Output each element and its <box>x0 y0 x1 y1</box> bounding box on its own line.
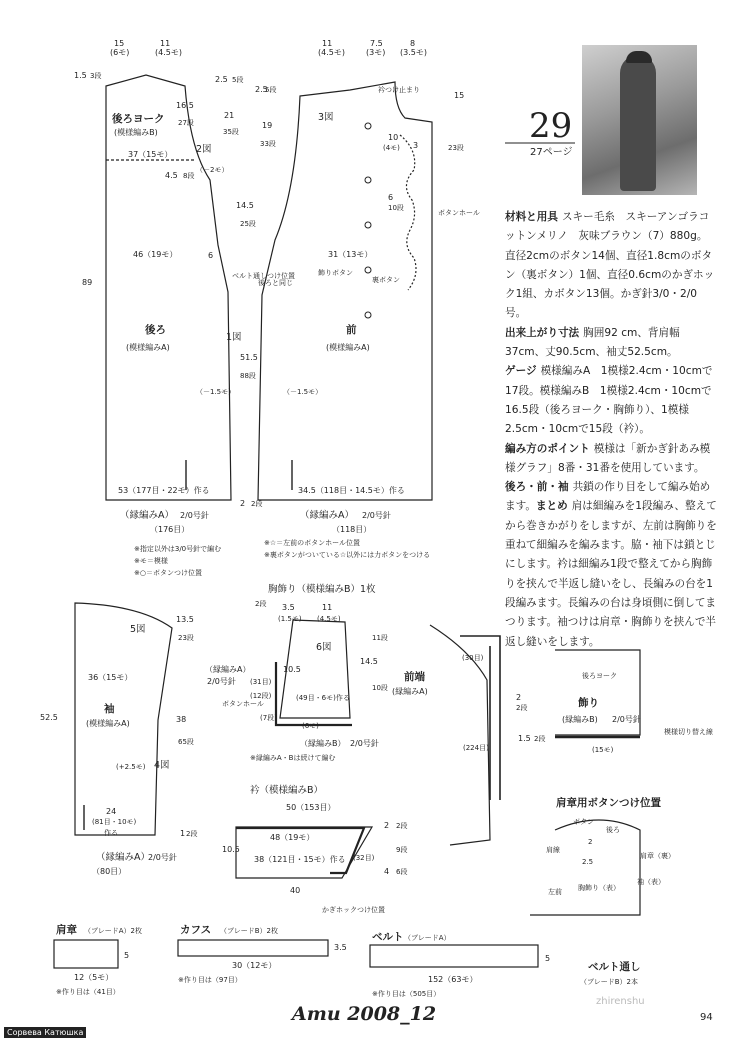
cuff-rect <box>178 940 328 956</box>
front-h15: 15 <box>454 91 465 100</box>
back-yoke-sub: (模様編みB) <box>114 128 158 137</box>
cuff-w: 30（12モ） <box>232 961 277 970</box>
sleeve-plus25: (+2.5モ) <box>116 763 146 771</box>
front-title: 前 <box>346 324 357 336</box>
front-stitch118: （118目） <box>332 525 372 534</box>
ep-pos-shoulder: 肩線 <box>546 846 560 854</box>
front-h31: 31（13モ） <box>328 250 373 259</box>
sleeve-h135: 13.5 <box>176 615 194 624</box>
back-h15: 1.5 <box>74 71 87 80</box>
deco-title-sub: (縁編みB) <box>562 715 598 724</box>
sleeve-stitch80: （80目） <box>92 867 127 876</box>
chest-h105: 10.5 <box>283 665 301 674</box>
back-w1: 15 <box>114 39 125 48</box>
collar-w48: 48（19モ） <box>270 833 315 842</box>
front-needle: 2/0号針 <box>362 511 391 520</box>
mid-h145: 14.5 <box>236 201 254 210</box>
front-title-sub: (模様編みA) <box>326 343 370 352</box>
deco-needle: 2/0号針 <box>612 715 641 724</box>
body-head: 後ろ・前・袖 <box>505 481 569 494</box>
fig5-label: 5図 <box>130 624 146 635</box>
fig4-label: 4図 <box>154 760 170 771</box>
chest-c7: (7段) <box>260 714 277 722</box>
back-stitch176: （176目） <box>150 525 190 534</box>
cuff-note: ※作り目は（97目） <box>178 976 242 984</box>
size-body: 胸囲92 cm、背肩幅37cm、丈90.5cm、袖丈52.5cm。 <box>505 326 680 359</box>
front-w1: 11 <box>322 39 333 48</box>
epaulette-rect <box>54 940 118 968</box>
chest-needle-b: 2/0号針 <box>350 739 379 748</box>
fig6-label: 6図 <box>316 642 332 653</box>
mid-same: 後ろと同じ <box>258 279 293 287</box>
chest-s2: 2段 <box>255 600 267 608</box>
model-hat <box>626 51 652 63</box>
mid-s5: 5段 <box>232 76 244 84</box>
fig1-label: 1図 <box>226 332 242 343</box>
ep-pos-left: 左前 <box>548 888 562 896</box>
mid-s35: 35段 <box>223 128 239 136</box>
deco-yoke: 後ろヨーク <box>582 672 617 680</box>
back-h45: 4.5 <box>165 171 178 180</box>
collar-h2: 2 <box>384 821 390 830</box>
front-deco: 飾りボタン <box>318 269 353 277</box>
epaulette-detail-outline <box>530 820 640 915</box>
note-5: ※裏ボタンがついている☆以外には力ボタンをつける <box>264 551 431 559</box>
back-bottom: 53（177目・22モ）作る <box>118 486 210 495</box>
chest-h145: 14.5 <box>360 657 378 666</box>
materials-body: スキー毛糸 スキーアンゴラコットンメリノ 灰味ブラウン（7）880g。直径2cmのボタン14個、直径1.8cmのボタン（裏ボタン）1個、直径0.6cmのかぎホック1組、カボタン13個。かぎ針3/0・2/0号。 <box>505 211 715 320</box>
chest-w35: 3.5 <box>282 603 295 612</box>
sleeve-h38: 38 <box>176 715 187 724</box>
back-w37: 37（15モ） <box>128 150 173 159</box>
back-w2: 11 <box>160 39 171 48</box>
deco-s2: 2段 <box>534 735 546 743</box>
chest-w35-sub: (1.5モ) <box>278 615 302 623</box>
front-hole: ボタンホール <box>438 209 480 217</box>
ep-pos-title: 肩章用ボタンつけ位置 <box>556 797 661 809</box>
mid-h21: 21 <box>224 111 235 120</box>
front-h10: 10 <box>388 133 399 142</box>
collar-h105: 10.5 <box>222 845 240 854</box>
back-outline <box>106 75 231 500</box>
chest-needle: 2/0号針 <box>207 677 236 686</box>
sleeve-title: 袖 <box>104 703 115 715</box>
cuff-sub: （ブレードB）2枚 <box>220 927 278 935</box>
note-1: ※指定以外は3/0号針で編む <box>134 545 222 553</box>
back-h89: 89 <box>82 278 93 287</box>
front-edge-c224: (224目) <box>463 744 489 752</box>
front-edge-title: 前端 <box>404 671 425 683</box>
sleeve-edge: （縁編みA） <box>96 852 150 863</box>
front-edge-s2: 2段 <box>516 704 528 712</box>
back-title: 後ろ <box>145 324 166 336</box>
loop-title: ベルト通し <box>588 961 641 973</box>
back-minus2: （－2モ） <box>196 166 229 174</box>
back-h6: 6 <box>208 251 214 260</box>
sleeve-s65: 65段 <box>178 738 194 746</box>
ep-note: ※作り目は（41目） <box>56 988 120 996</box>
cuff-title: カフス <box>180 924 212 936</box>
body-body: 共鎖の作り目をして編み始めます。 <box>505 481 711 513</box>
mid-h515: 51.5 <box>240 353 258 362</box>
page-number: 94 <box>700 1012 713 1023</box>
collar-title: 衿（模様編みB） <box>250 785 324 796</box>
ep-pos-sleeve: 袖（表） <box>637 878 665 886</box>
sleeve-row: (81目・10モ) <box>92 818 137 826</box>
ep-pos-back: 後ろ <box>606 826 620 834</box>
mid-s25: 25段 <box>240 220 256 228</box>
belt-w: 152（63モ） <box>428 975 478 984</box>
belt-sub: （ブレードA） <box>404 934 451 942</box>
sleeve-needle: 2/0号針 <box>148 853 177 862</box>
chest-c6: (6モ) <box>302 722 319 730</box>
front-bottom: 34.5（118目・14.5モ）作る <box>298 486 405 495</box>
loop-sub: （ブレードB）2本 <box>580 978 638 986</box>
sleeve-h1: 1 <box>180 829 186 838</box>
back-needle: 2/0号針 <box>180 511 209 520</box>
points-body: 模様は「新かぎ針あみ模様グラフ」8番・31番を使用しています。 <box>505 442 711 474</box>
deco-h15: 1.5 <box>518 734 531 743</box>
chest-w11: 11 <box>322 603 333 612</box>
mid-s5b: 5段 <box>265 86 277 94</box>
front-s23: 23段 <box>448 144 464 152</box>
size-head: 出来上がり寸法 <box>505 326 580 339</box>
chest-c12: (12段) <box>250 692 272 700</box>
front-buttonhole-edge <box>400 135 419 290</box>
mid-s33: 33段 <box>260 140 276 148</box>
collar-w40: 40 <box>290 886 301 895</box>
chest-c31: (31目) <box>250 678 272 686</box>
front-h3: 3 <box>413 141 419 150</box>
belt-title: ベルト <box>372 931 404 943</box>
ep-sub: （ブレードA）2枚 <box>84 927 142 935</box>
ep-pos-ep: 肩章（裏） <box>640 852 675 860</box>
front-w1-sub: (4.5モ) <box>318 48 345 57</box>
front-h6: 6 <box>388 193 394 202</box>
chest-title: 胸飾り（模様編みB）1枚 <box>268 584 376 595</box>
mid-s88: 88段 <box>240 372 256 380</box>
ep-w: 12（5モ） <box>74 973 114 982</box>
points-head: 編み方のポイント <box>505 442 590 455</box>
back-minus15: （－1.5モ） <box>196 388 236 396</box>
coat-photo <box>582 45 697 195</box>
front-w2: 7.5 <box>370 39 383 48</box>
front-w2-sub: (3モ) <box>366 48 386 57</box>
collar-s6: 6段 <box>396 868 408 876</box>
finish-body: 肩は細編みを1段編み、整えてから巻きかがりをしますが、左前は胸飾りを重ねて細編みを編みます。脇・袖下は鎖とじにします。衿は細編み1段で整えてから胸飾りを挟んで半返し縫いをし、長編みの台を1段編みます。長編みの台は身頃側に倒してまつります。袖つけは肩章・胸飾りを挟んで半返し縫いをします。 <box>505 500 717 648</box>
mid-h19: 19 <box>262 121 273 130</box>
materials-head: 材料と用具 <box>505 211 558 223</box>
chest-edge: （縁編みA） <box>205 665 251 674</box>
front-edge-c30: (30目) <box>462 654 484 662</box>
page-ref: 27ページ <box>530 147 573 158</box>
watermark: zhirenshu <box>596 996 645 1007</box>
ep-pos-btn: ボタン <box>573 818 594 826</box>
sleeve-h525: 52.5 <box>40 713 58 722</box>
mid-belt: ベルト通しつけ位置 <box>232 272 295 280</box>
front-back-btn: 裏ボタン <box>372 276 400 284</box>
front-edge: （縁編みA） <box>300 510 354 521</box>
magazine-title: Amu 2008_12 <box>292 1003 437 1025</box>
collar-w38: 38（121目・15モ）作る <box>254 855 346 864</box>
front-minus15: （－1.5モ） <box>283 388 323 396</box>
sleeve-make: 作る <box>104 829 118 837</box>
chest-edge-b: （縁編みB） <box>300 739 346 748</box>
ep-title: 肩章 <box>56 924 77 936</box>
deco-c15: (15モ) <box>592 746 614 754</box>
front-w3-sub: (3.5モ) <box>400 48 427 57</box>
back-title-sub: (模様編みA) <box>126 343 170 352</box>
front-edge-h2: 2 <box>516 693 522 702</box>
collar-hook: かぎホックつけ位置 <box>322 906 385 914</box>
ep-pos-d25: 2.5 <box>582 858 594 866</box>
collar-w50: 50（153目） <box>286 803 336 812</box>
chest-w11-sub: (4.5モ) <box>317 615 341 623</box>
deco-title: 飾り <box>578 697 599 709</box>
belt-rect <box>370 945 538 967</box>
chest-row: (49目・6モ)作る <box>296 694 350 702</box>
ep-pos-d2: 2 <box>588 838 593 846</box>
front-s10: 10段 <box>388 204 404 212</box>
back-s2: 2段 <box>251 500 263 508</box>
cuff-h: 3.5 <box>334 943 347 952</box>
fig2-label: 2図 <box>196 144 212 155</box>
sleeve-s2: 2段 <box>186 830 198 838</box>
sleeve-s23: 23段 <box>178 634 194 642</box>
credit: Сорвева Катюшка <box>4 1027 86 1038</box>
back-w46: 46（19モ） <box>133 250 178 259</box>
chest-s11: 11段 <box>372 634 388 642</box>
back-s8: 8段 <box>183 172 195 180</box>
front-w3: 8 <box>410 39 416 48</box>
back-w1-sub: (6モ) <box>110 48 130 57</box>
note-4: ※☆＝左前のボタンホール位置 <box>264 539 361 547</box>
ep-h: 5 <box>124 951 130 960</box>
instructions <box>505 208 717 652</box>
back-edge: （縁編みA） <box>120 510 174 521</box>
gauge-head: ゲージ <box>505 365 537 378</box>
collar-s2: 2段 <box>396 822 408 830</box>
back-w2-sub: (4.5モ) <box>155 48 182 57</box>
deco-cut: 模様切り替え線 <box>664 728 713 736</box>
back-h165: 16.5 <box>176 101 194 110</box>
model-figure <box>620 55 656 191</box>
note-2: ※モ＝模様 <box>134 557 168 565</box>
finish-head: まとめ <box>535 500 568 513</box>
collar-h4: 4 <box>384 867 390 876</box>
back-s3: 3段 <box>90 72 102 80</box>
front-edge-sub: (縁編みA) <box>392 687 428 696</box>
mid-h25: 2.5 <box>215 75 228 84</box>
belt-h: 5 <box>545 954 551 963</box>
mid-h25b: 2.5 <box>255 85 268 94</box>
fig3-label: 3図 <box>318 112 334 123</box>
chest-s10: 10段 <box>372 684 388 692</box>
front-outline <box>258 82 432 500</box>
front-collar-pos: 衿つけ止まり <box>378 86 420 94</box>
belt-note: ※作り目は（505目） <box>372 990 441 998</box>
sleeve-w36: 36（15モ） <box>88 673 133 682</box>
collar-s9: 9段 <box>396 846 408 854</box>
sleeve-title-sub: (模様編みA) <box>86 719 130 728</box>
note-3: ※○＝ボタンつけ位置 <box>134 569 202 577</box>
chest-hole: ボタンホール <box>222 700 264 708</box>
chest-note: ※縁編みA・Bは続けて編む <box>250 754 336 762</box>
back-s27: 27段 <box>178 119 194 127</box>
pattern-number: 29 <box>529 106 573 146</box>
front-sub4: (4モ) <box>383 144 400 152</box>
collar-c32: (32目) <box>353 854 375 862</box>
gauge-body: 模様編みA 1模様2.4cm・10cmで17段。模様編みB 1模様2.4cm・10cmで16.5段（後ろヨーク・胸飾り）、1模様2.5cm・10cmで15段（衿）。 <box>505 365 713 436</box>
ep-pos-chest: 胸飾り（表） <box>578 884 620 892</box>
back-yoke-title: 後ろヨーク <box>112 113 165 125</box>
sleeve-h24: 24 <box>106 807 117 816</box>
back-h2: 2 <box>240 499 246 508</box>
